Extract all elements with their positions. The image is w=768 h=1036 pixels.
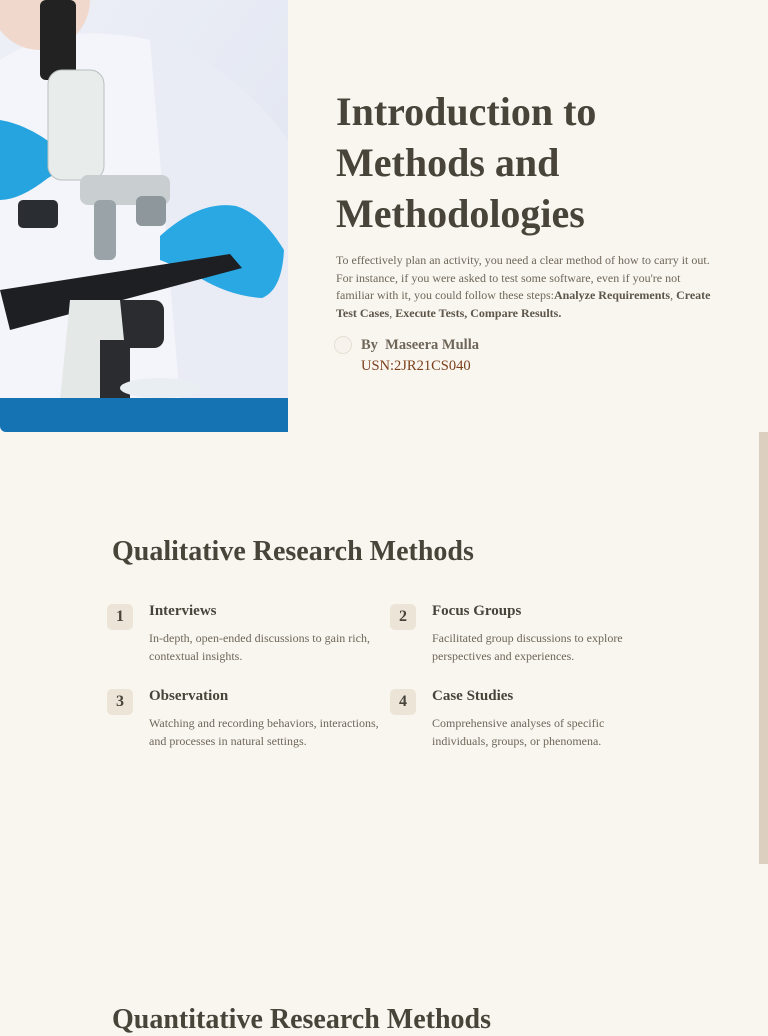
step-create: Create Test Cases bbox=[336, 288, 711, 320]
qualitative-section-title: Qualitative Research Methods bbox=[112, 536, 474, 567]
method-description: Facilitated group discussions to explore perspectives and experiences. bbox=[432, 631, 623, 663]
step-separator: , bbox=[389, 305, 396, 320]
step-analyze: Analyze Requirements bbox=[553, 288, 671, 303]
method-title: Focus Groups bbox=[432, 603, 522, 619]
method-title: Interviews bbox=[149, 603, 217, 619]
method-title: Observation bbox=[149, 688, 229, 704]
author-byline bbox=[361, 337, 479, 354]
method-description: In-depth, open-ended discussions to gain rich, contextual insights. bbox=[149, 631, 370, 663]
intro-text: To effectively plan an activity, you need a clear method of how to carry it out. For instance, if you were asked to test some software, even if you're not familiar with it, you could follow these steps: bbox=[336, 253, 710, 303]
method-description: Watching and recording behaviors, interactions, and processes in natural settings. bbox=[149, 716, 379, 748]
quantitative-section-title: Quantitative Research Methods bbox=[112, 1004, 491, 1035]
method-number-badge: 4 bbox=[390, 689, 416, 715]
side-accent-bar bbox=[759, 432, 768, 864]
step-execute: Execute Tests, Compare Results. bbox=[395, 305, 562, 320]
method-number-badge: 2 bbox=[390, 604, 416, 630]
method-number-badge: 1 bbox=[107, 604, 133, 630]
step-separator: , bbox=[670, 288, 677, 303]
hero-image-microscope bbox=[0, 0, 288, 432]
author-prefix: By bbox=[361, 337, 378, 353]
author-usn: USN:2JR21CS040 bbox=[361, 358, 471, 374]
author-avatar bbox=[334, 336, 352, 354]
method-description: Comprehensive analyses of specific individuals, groups, or phenomena. bbox=[432, 716, 605, 748]
method-number-badge: 3 bbox=[107, 689, 133, 715]
author-name: Maseera Mulla bbox=[385, 337, 479, 353]
page-title: Introduction to Methods and Methodologies bbox=[336, 89, 597, 236]
method-title: Case Studies bbox=[432, 688, 514, 704]
intro-paragraph bbox=[336, 252, 721, 322]
